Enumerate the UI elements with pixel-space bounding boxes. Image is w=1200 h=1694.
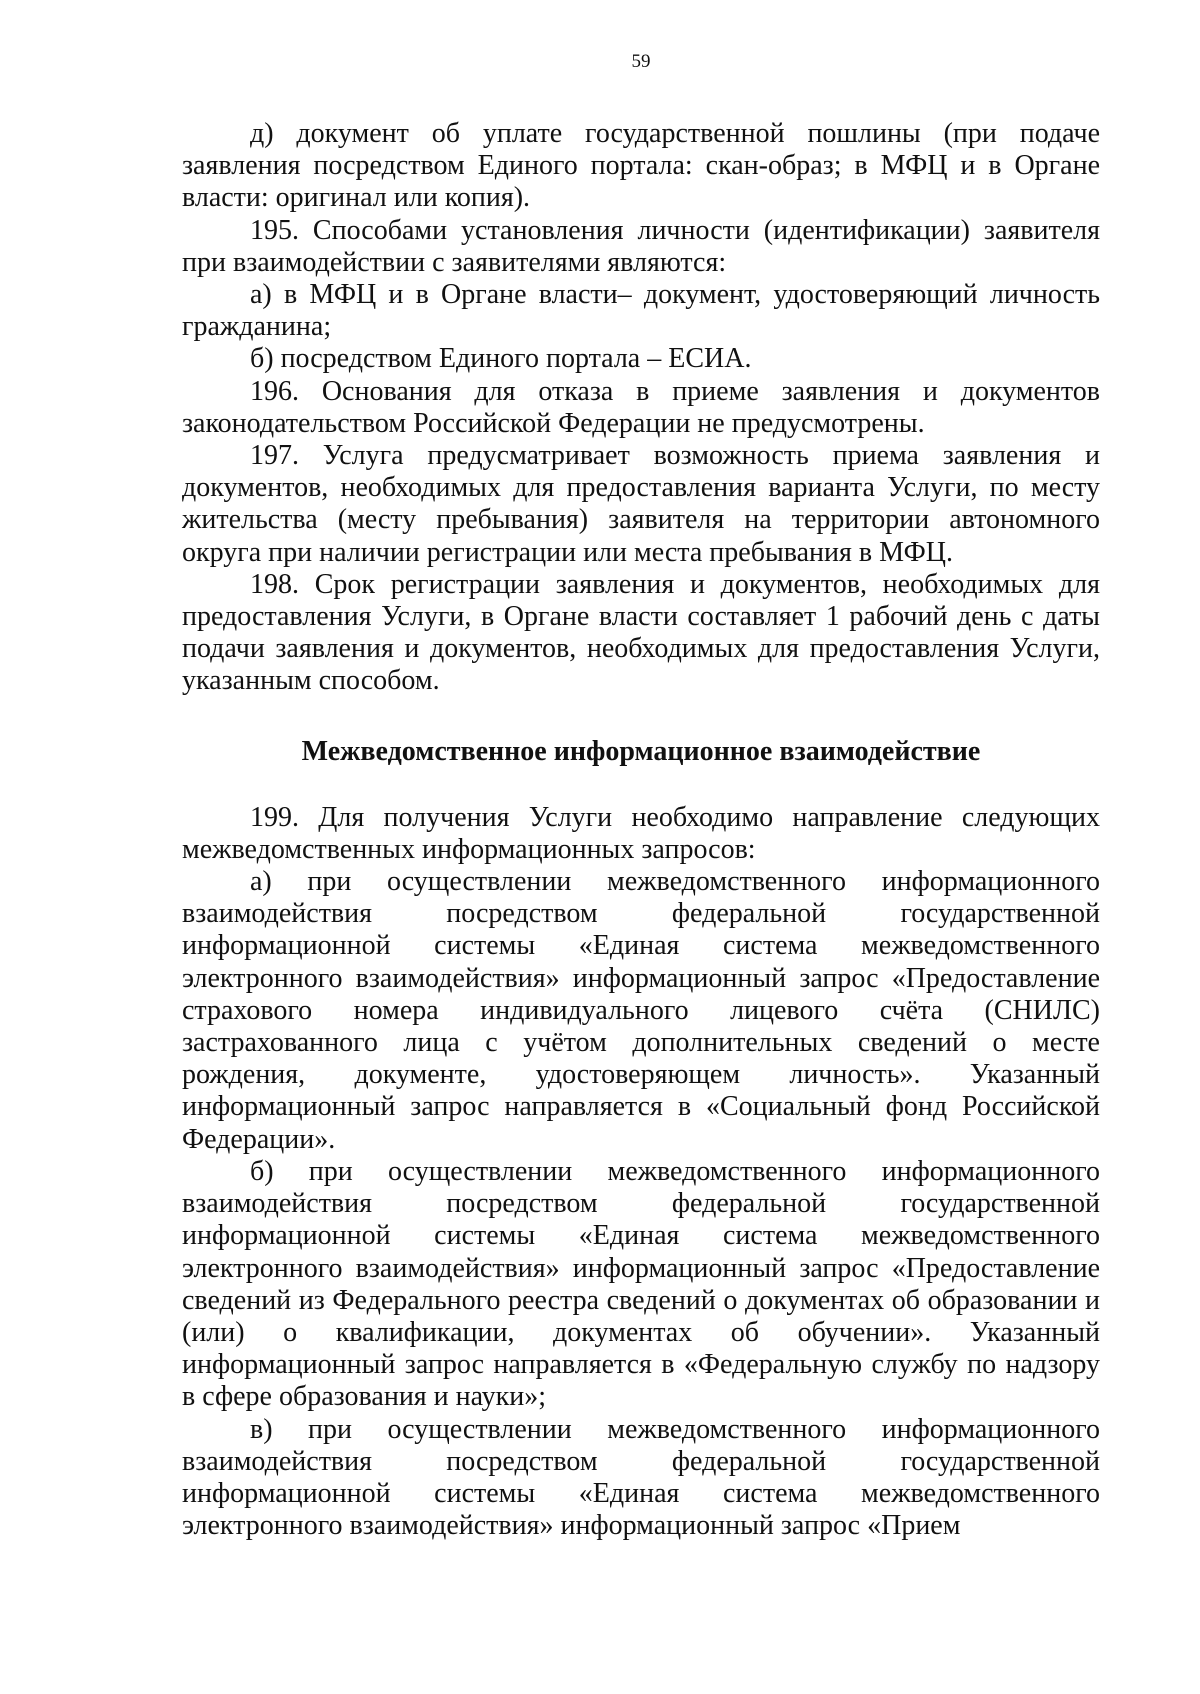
paragraph-195-b: б) посредством Единого портала – ЕСИА.	[250, 343, 752, 375]
paragraph-199-a: а) при осуществлении межведомственного информационного взаимодействия посредством федеральной государственной информационной системы «Единая система межведомственного электронного взаимодействия» информационный запрос «Предоставление страхового номера индивидуального лицевого счёта (СНИЛС) застрахованного лица с учётом дополнительных сведений о месте рождения, документе, удостоверяющем личность». Указанный информационный запрос направляется в «Социальный фонд Российской Федерации».	[182, 866, 1100, 1155]
paragraph-196: 196. Основания для отказа в приеме заявления и документов законодательством Российской Федерации не предусмотрены.	[182, 375, 1100, 439]
spacer	[182, 698, 1100, 736]
page-number: 59	[631, 51, 651, 72]
paragraph-199-v: в) при осуществлении межведомственного информационного взаимодействия посредством федеральной государственной информационной системы «Единая система межведомственного электронного взаимодействия» информационный запрос «Прием	[182, 1413, 1100, 1542]
paragraph-195: 195. Способами установления личности (идентификации) заявителя при взаимодействии с заявителями являются:	[182, 214, 1100, 278]
spacer	[182, 768, 1100, 802]
paragraph-199-b: б) при осуществлении межведомственного информационного взаимодействия посредством федеральной государственной информационной системы «Единая система межведомственного электронного взаимодействия» информационный запрос «Предоставление сведений из Федерального реестра сведений о документах об образовании и (или) о квалификации, документах об обучении». Указанный информационный запрос направляется в «Федеральную службу по надзору в сфере образования и науки»;	[182, 1155, 1100, 1413]
paragraph-199: 199. Для получения Услуги необходимо направление следующих межведомственных информационных запросов:	[182, 801, 1100, 865]
paragraph-d-state-fee: д) документ об уплате государственной пошлины (при подаче заявления посредством Единого портала: скан-образ; в МФЦ и в Органе власти: оригинал или копия).	[182, 118, 1100, 214]
paragraph-195-a: а) в МФЦ и в Органе власти– документ, удостоверяющий личность гражданина;	[182, 279, 1100, 343]
paragraph-197: 197. Услуга предусматривает возможность приема заявления и документов, необходимых для предоставления варианта Услуги, по месту жительства (месту пребывания) заявителя на территории автономного округа при наличии регистрации или места пребывания в МФЦ.	[182, 440, 1100, 568]
document-body	[182, 118, 1100, 1542]
section-heading: Межведомственное информационное взаимодействие	[301, 735, 981, 767]
paragraph-198: 198. Срок регистрации заявления и документов, необходимых для предоставления Услуги, в Органе власти составляет 1 рабочий день с даты подачи заявления и документов, необходимых для предоставления Услуги, указанным способом.	[182, 568, 1100, 697]
